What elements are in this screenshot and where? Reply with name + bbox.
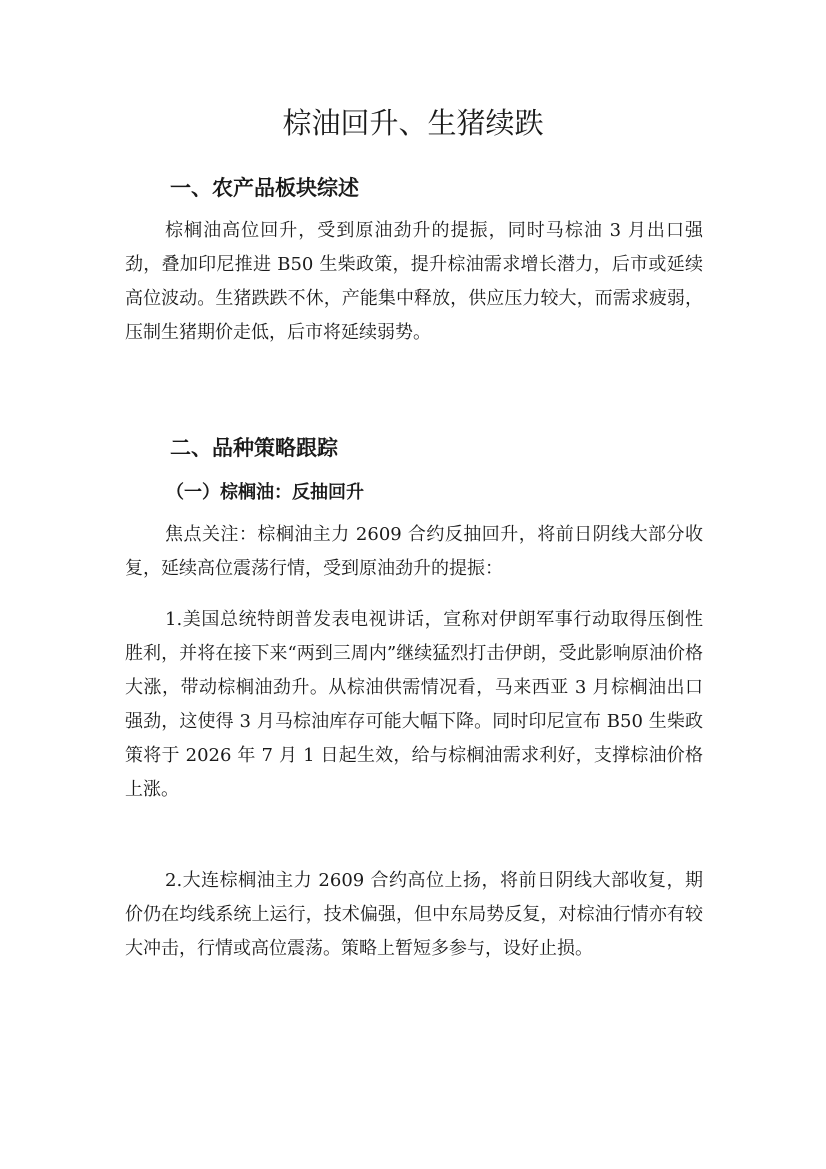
- point-2-paragraph: 2.大连棕榈油主力 2609 合约高位上扬，将前日阴线大部收复，期价仍在均线系统上运行，技术偏强，但中东局势反复，对棕油行情亦有较大冲击，行情或高位震荡。策略上暂短多参与，设好止损。: [125, 870, 703, 959]
- point-1-paragraph: 1.美国总统特朗普发表电视讲话，宣称对伊朗军事行动取得压倒性胜利，并将在接下来“两到三周内”继续猛烈打击伊朗，受此影响原油价格大涨，带动棕榈油劲升。从棕油供需情况看，马来西亚 3 月棕榈油出口强劲，这使得 3 月马棕油库存可能大幅下降。同时印尼宣布 B50 生柴政策将于 2026 年 7 月 1 日起生效，给与棕榈油需求利好，支撑棕油价格上涨。: [125, 609, 703, 800]
- document-title: 棕油回升、生猪续跌: [282, 106, 544, 140]
- section-heading-overview: 一、农产品板块综述: [170, 176, 359, 200]
- subsection-heading-palm-oil: （一）棕榈油：反抽回升: [166, 482, 364, 503]
- section-heading-strategy: 二、品种策略跟踪: [170, 436, 338, 460]
- focus-paragraph: 焦点关注：棕榈油主力 2609 合约反抽回升，将前日阴线大部分收复，延续高位震荡行情，受到原油劲升的提振：: [125, 524, 703, 579]
- overview-paragraph: 棕榈油高位回升，受到原油劲升的提振，同时马棕油 3 月出口强劲，叠加印尼推进 B50 生柴政策，提升棕油需求增长潜力，后市或延续高位波动。生猪跌跌不休，产能集中释放，供应压力较大，而需求疲弱，压制生猪期价走低，后市将延续弱势。: [125, 220, 703, 343]
